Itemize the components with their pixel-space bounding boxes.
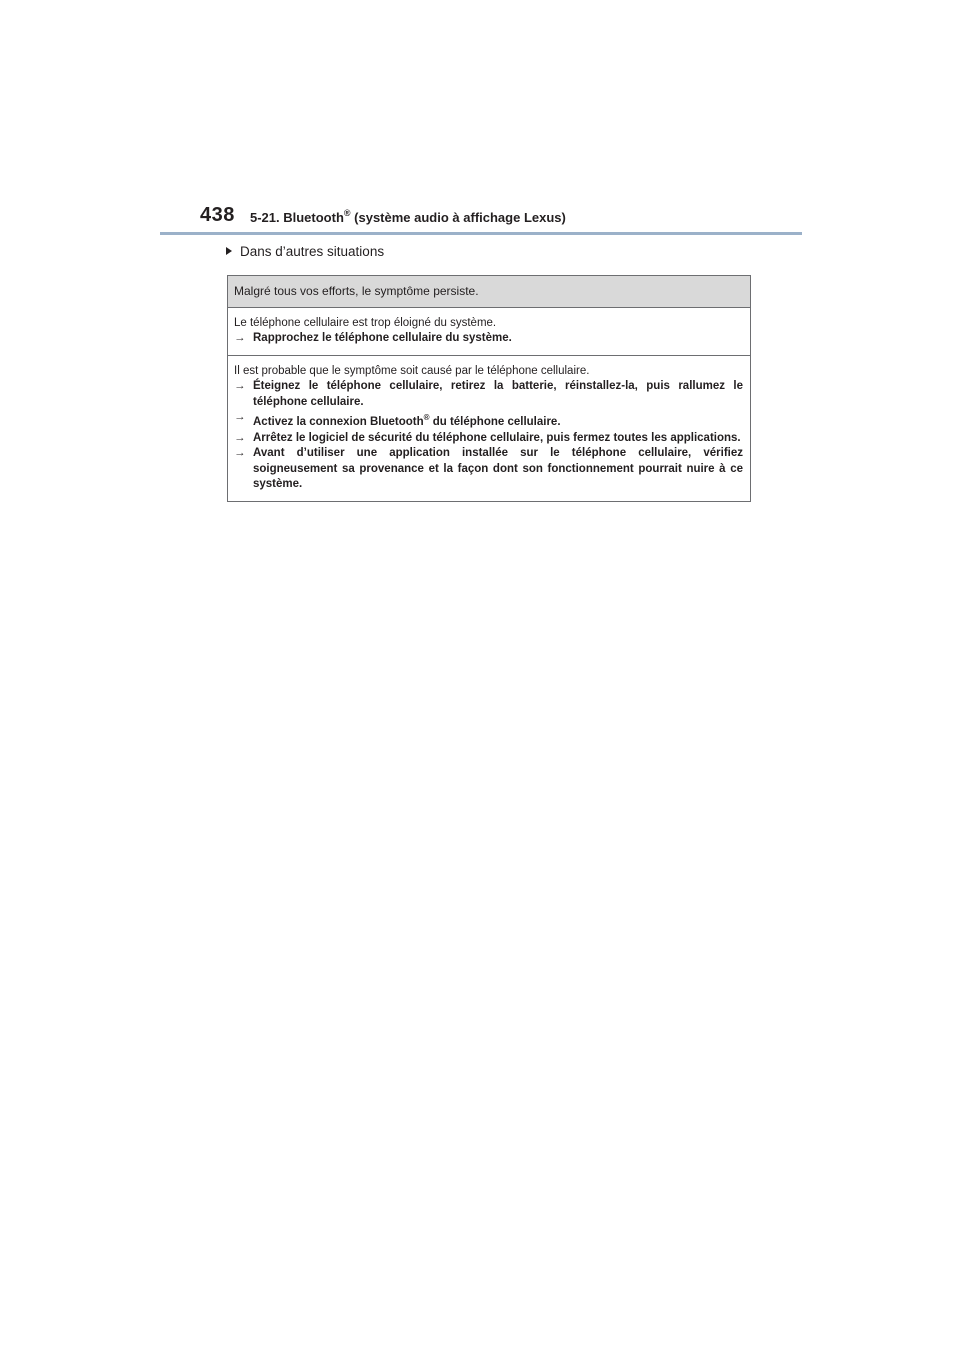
cause-text: Le téléphone cellulaire est trop éloigné du système. bbox=[234, 316, 497, 329]
action-text: Arrêtez le logiciel de sécurité du téléphone cellulaire, puis fermez toutes les applications. bbox=[253, 431, 741, 444]
page-header bbox=[200, 200, 800, 236]
action-item bbox=[234, 410, 743, 431]
triangle-bullet-icon bbox=[226, 247, 232, 255]
registered-mark: ® bbox=[423, 413, 430, 422]
page-number: 438 bbox=[200, 204, 235, 226]
action-item bbox=[234, 431, 743, 447]
arrow-icon: → bbox=[234, 447, 246, 459]
arrow-icon: → bbox=[234, 431, 246, 444]
subheading bbox=[226, 244, 384, 259]
section-title-suffix: (système audio à affichage Lexus) bbox=[350, 210, 566, 225]
subheading-text: Dans d’autres situations bbox=[240, 244, 385, 259]
action-item bbox=[234, 446, 743, 493]
arrow-icon: → bbox=[234, 332, 246, 344]
action-text: Rapprochez le téléphone cellulaire du système. bbox=[253, 332, 512, 344]
table-row bbox=[228, 307, 750, 355]
action-item bbox=[234, 331, 743, 347]
cause-text: Il est probable que le symptôme soit causé par le téléphone cellulaire. bbox=[234, 364, 590, 377]
action-text: Éteignez le téléphone cellulaire, retirez la batterie, réinstallez-la, puis rallumez le téléphone cellulaire. bbox=[253, 380, 743, 408]
action-text: Activez la connexion Bluetooth bbox=[253, 416, 424, 428]
arrow-icon: → bbox=[234, 411, 246, 423]
action-text: Avant d’utiliser une application installée sur le téléphone cellulaire, vérifiez soigneusement sa provenance et la façon dont son fonctionnement pourrait nuire à ce système. bbox=[253, 447, 743, 490]
action-item bbox=[234, 379, 743, 410]
table-header: Malgré tous vos efforts, le symptôme persiste. bbox=[228, 276, 750, 307]
troubleshooting-table bbox=[227, 275, 751, 502]
registered-mark: ® bbox=[343, 208, 351, 218]
section-title-prefix: 5-21. Bluetooth bbox=[250, 210, 344, 225]
section-title bbox=[250, 208, 566, 225]
arrow-icon: → bbox=[234, 380, 246, 392]
action-text-suffix: du téléphone cellulaire. bbox=[429, 416, 561, 428]
table-row bbox=[228, 355, 750, 501]
header-divider bbox=[160, 232, 802, 235]
